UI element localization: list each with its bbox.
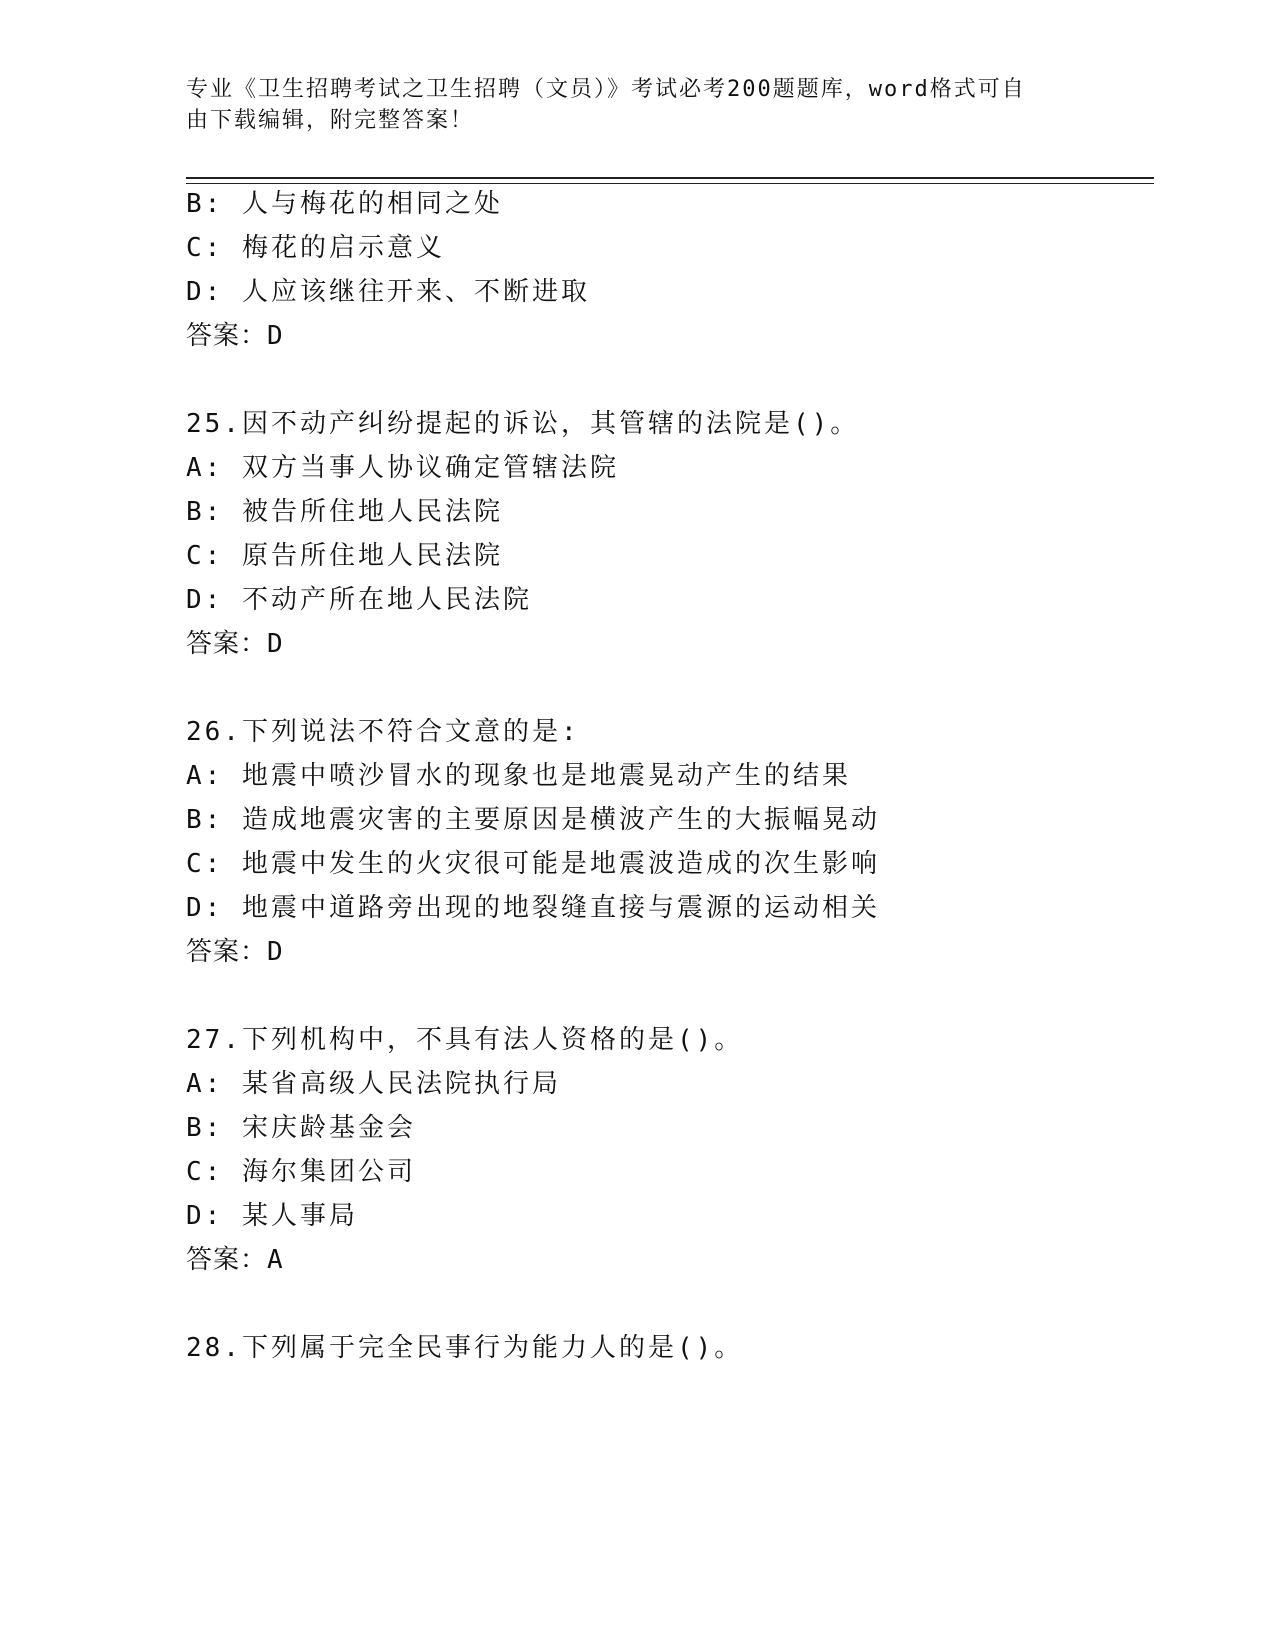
header-line-1: 专业《卫生招聘考试之卫生招聘（文员）》考试必考200题题库，word格式可自 (186, 77, 1026, 102)
header-divider-thin (186, 183, 1154, 184)
q27-option-a: A: 某省高级人民法院执行局 (186, 1069, 561, 1099)
q24-option-b: B: 人与梅花的相同之处 (186, 189, 503, 219)
q26-question: 26.下列说法不符合文意的是: (186, 717, 580, 747)
q24-option-d: D: 人应该继往开来、不断进取 (186, 277, 590, 307)
q27-option-d: D: 某人事局 (186, 1201, 358, 1231)
q26-option-c: C: 地震中发生的火灾很可能是地震波造成的次生影响 (186, 849, 880, 879)
header-line-2: 由下载编辑，附完整答案！ (186, 108, 475, 133)
q27-answer: 答案：A (186, 1245, 284, 1275)
q27-option-c: C: 海尔集团公司 (186, 1157, 416, 1187)
q26-option-d: D: 地震中道路旁出现的地裂缝直接与震源的运动相关 (186, 893, 880, 923)
document-header (186, 74, 1066, 136)
q26-option-a: A: 地震中喷沙冒水的现象也是地震晃动产生的结果 (186, 761, 851, 791)
q24-answer: 答案：D (186, 321, 284, 351)
q25-option-c: C: 原告所住地人民法院 (186, 541, 503, 571)
q25-option-d: D: 不动产所在地人民法院 (186, 585, 532, 615)
q25-answer: 答案：D (186, 629, 284, 659)
q25-question: 25.因不动产纠纷提起的诉讼，其管辖的法院是()。 (186, 409, 860, 439)
q24-option-c: C: 梅花的启示意义 (186, 233, 445, 263)
q26-answer: 答案：D (186, 937, 284, 967)
q25-option-b: B: 被告所住地人民法院 (186, 497, 503, 527)
q26-option-b: B: 造成地震灾害的主要原因是横波产生的大振幅晃动 (186, 805, 880, 835)
q27-question: 27.下列机构中，不具有法人资格的是()。 (186, 1025, 744, 1055)
header-divider-thick (186, 177, 1154, 179)
q27-option-b: B: 宋庆龄基金会 (186, 1113, 416, 1143)
q25-option-a: A: 双方当事人协议确定管辖法院 (186, 453, 619, 483)
q28-question: 28.下列属于完全民事行为能力人的是()。 (186, 1333, 744, 1363)
